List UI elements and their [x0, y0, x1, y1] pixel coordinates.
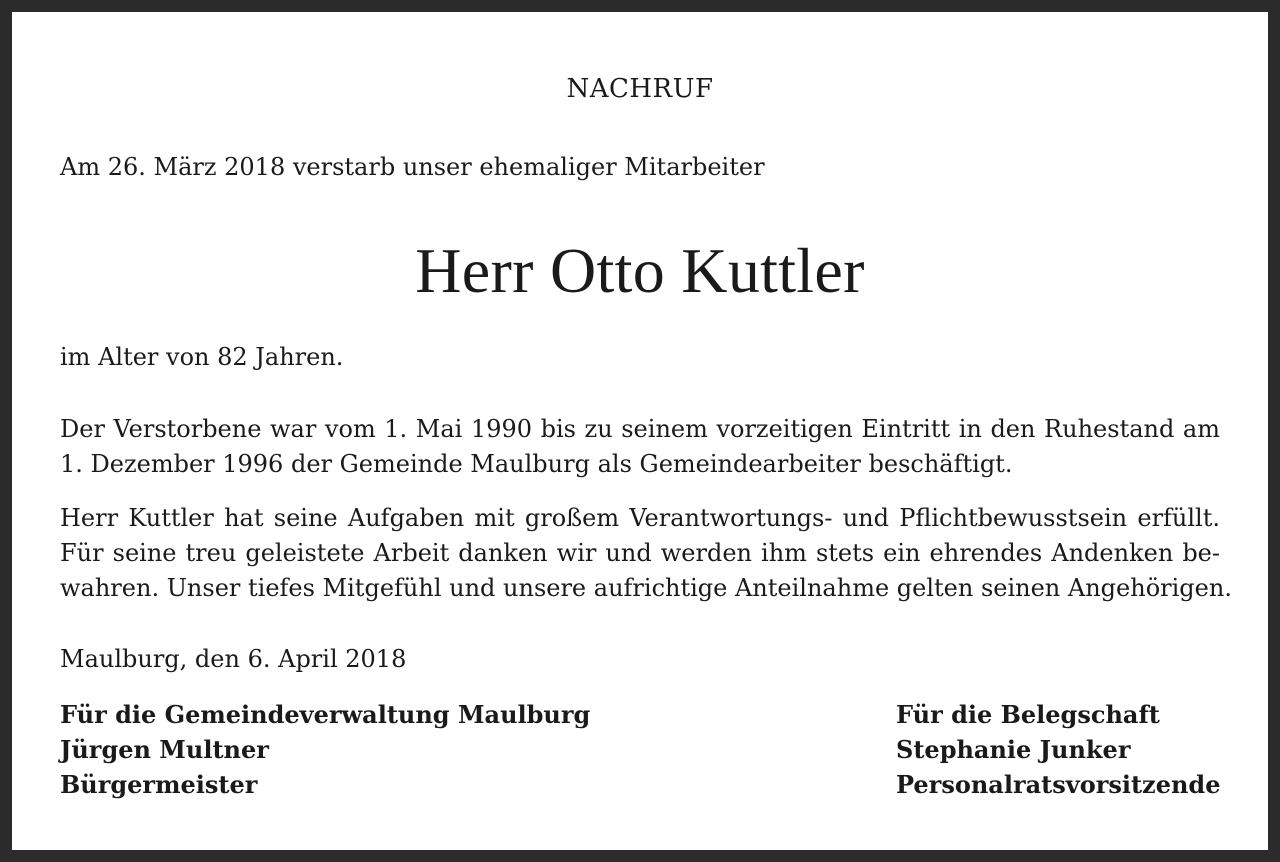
- paragraph-line: wahren. Unser tiefes Mitgefühl und unsere aufrichtige Anteilnahme gelten seinen Angehörigen.: [60, 574, 1232, 602]
- employment-paragraph: [60, 412, 1220, 482]
- notice-title: NACHRUF: [566, 74, 714, 104]
- signature-name: Stephanie Junker: [896, 735, 1131, 764]
- signature-organization: Für die Belegschaft: [896, 700, 1160, 729]
- paragraph-line: Für seine treu geleistete Arbeit danken wir und werden ihm stets ein ehrendes Andenken be-: [60, 539, 1220, 567]
- signature-organization: Für die Gemeindeverwaltung Maulburg: [60, 700, 591, 729]
- signature-role: Personalratsvorsitzende: [896, 770, 1221, 799]
- paragraph-line: 1. Dezember 1996 der Gemeinde Maulburg als Gemeindearbeiter beschäftigt.: [60, 450, 1013, 478]
- obituary-notice: [12, 12, 1268, 850]
- paragraph-line: Der Verstorbene war vom 1. Mai 1990 bis zu seinem vorzeitigen Eintritt in den Ruhestand am: [60, 415, 1220, 443]
- signature-block-left: [60, 697, 590, 802]
- age-text: im Alter von 82 Jahren.: [60, 343, 344, 371]
- signature-name: Jürgen Multner: [60, 735, 269, 764]
- tribute-paragraph: [60, 501, 1232, 606]
- intro-text: Am 26. März 2018 verstarb unser ehemaliger Mitarbeiter: [60, 153, 765, 181]
- signature-block-right: [896, 697, 1220, 802]
- signature-role: Bürgermeister: [60, 770, 258, 799]
- place-date: Maulburg, den 6. April 2018: [60, 645, 407, 673]
- deceased-name: Herr Otto Kuttler: [415, 235, 865, 306]
- paragraph-line: Herr Kuttler hat seine Aufgaben mit großem Verantwortungs- und Pflichtbewusstsein erfüllt.: [60, 504, 1220, 532]
